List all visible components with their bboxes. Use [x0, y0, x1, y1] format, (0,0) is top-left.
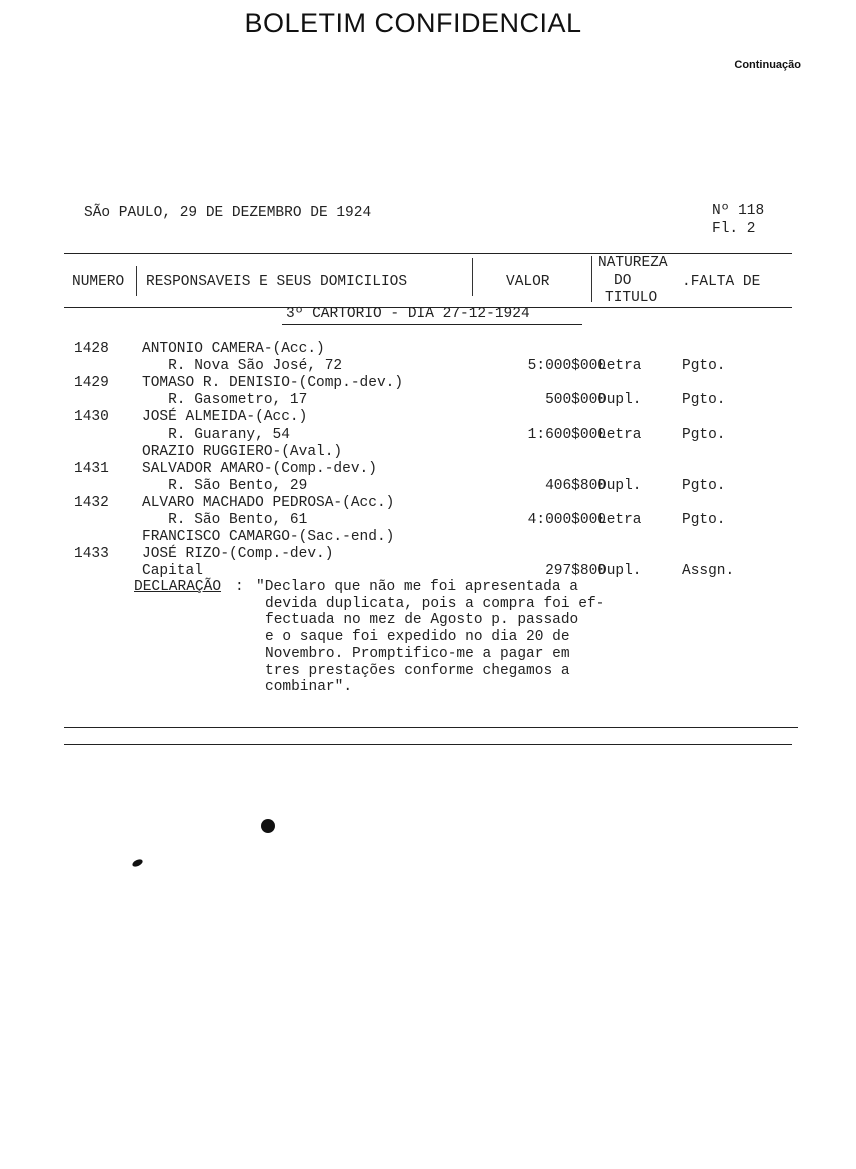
- row-number: 1429: [74, 375, 109, 392]
- row-nature: Letra: [598, 426, 642, 443]
- closing-rule-2: [64, 744, 792, 745]
- closing-rule-1: [64, 727, 798, 728]
- declaration-line: e o saque foi expedido no dia 20 de: [265, 629, 570, 646]
- row-name: ANTONIO CAMERA-(Acc.): [142, 341, 325, 357]
- row-number: 1432: [74, 494, 109, 511]
- row-name: JOSÉ RIZO-(Comp.-dev.): [142, 546, 334, 563]
- table-row: [0, 341, 856, 358]
- row-value: 4:000$000: [527, 512, 606, 528]
- header-divider-3: [591, 256, 592, 302]
- row-name: R. Nova São José, 72: [142, 358, 343, 375]
- column-header-natureza-1: NATUREZA: [598, 255, 668, 271]
- header-divider-2: [472, 258, 473, 296]
- row-reason: Pgto.: [682, 512, 726, 528]
- ink-blot: [261, 819, 275, 833]
- column-header-numero: NUMERO: [72, 274, 125, 290]
- row-name: TOMASO R. DENISIO-(Comp.-dev.): [142, 375, 404, 392]
- ink-speck: [131, 858, 144, 868]
- declaration-line: fectuada no mez de Agosto p. passado: [265, 612, 579, 629]
- row-nature: Letra: [598, 358, 642, 375]
- row-value: 297$800: [545, 563, 606, 580]
- row-name: ALVARO MACHADO PEDROSA-(Acc.): [142, 494, 395, 511]
- table-row: [0, 427, 856, 444]
- declaration-label: DECLARAÇÃO: [134, 579, 222, 595]
- declaration-line: combinar".: [265, 679, 353, 696]
- row-value: 406$800: [545, 477, 606, 494]
- row-name: R. Guarany, 54: [142, 426, 290, 443]
- row-nature: Letra: [598, 512, 642, 528]
- row-nature: Dupl.: [598, 392, 642, 409]
- continuation-label: Continuação: [734, 59, 801, 71]
- table-row: [0, 409, 856, 426]
- declaration-line: devida duplicata, pois a compra foi ef-: [265, 595, 605, 612]
- row-value: 1:600$000: [527, 426, 606, 443]
- table-row: [0, 461, 856, 478]
- header-top-rule: [64, 253, 792, 254]
- column-header-valor: VALOR: [506, 274, 550, 290]
- row-nature: Dupl.: [598, 477, 642, 494]
- declaration-colon: :: [235, 579, 244, 595]
- row-name: SALVADOR AMARO-(Comp.-dev.): [142, 460, 377, 477]
- section-title: 3º CARTORIO - DIA 27-12-1924: [286, 306, 530, 322]
- column-header-natureza-3: TITULO: [605, 290, 658, 306]
- bulletin-number: Nº 118: [712, 203, 765, 219]
- row-value: 500$000: [545, 392, 606, 409]
- row-reason: Pgto.: [682, 392, 726, 409]
- column-header-responsaveis: RESPONSAVEIS E SEUS DOMICILIOS: [146, 274, 408, 290]
- column-header-natureza-2: DO: [614, 273, 632, 289]
- row-number: 1431: [74, 460, 109, 477]
- row-number: 1430: [74, 409, 109, 426]
- column-header-falta: .FALTA DE: [682, 274, 761, 290]
- page-title: BOLETIM CONFIDENCIAL: [244, 8, 582, 38]
- table-row: [0, 444, 856, 461]
- row-name: JOSÉ ALMEIDA-(Acc.): [142, 409, 308, 426]
- table-row: [0, 392, 856, 409]
- declaration-line: tres prestações conforme chegamos a: [265, 662, 570, 679]
- row-reason: Assgn.: [682, 563, 735, 580]
- row-number: 1428: [74, 341, 109, 357]
- table-row: [0, 512, 856, 529]
- table-row: [0, 358, 856, 375]
- header-divider-1: [136, 266, 137, 296]
- row-name: R. São Bento, 29: [142, 477, 308, 494]
- row-reason: Pgto.: [682, 426, 726, 443]
- sheet-number: Fl. 2: [712, 221, 756, 237]
- table-row: [0, 563, 856, 580]
- row-name: ORAZIO RUGGIERO-(Aval.): [142, 443, 343, 460]
- row-name: Capital: [142, 563, 203, 580]
- row-reason: Pgto.: [682, 477, 726, 494]
- declaration-line: "Declaro que não me foi apresentada a: [256, 579, 578, 595]
- place-date: SÃo PAULO, 29 DE DEZEMBRO DE 1924: [84, 205, 372, 221]
- row-name: R. Gasometro, 17: [142, 392, 308, 409]
- row-value: 5:000$000: [527, 358, 606, 375]
- row-reason: Pgto.: [682, 358, 726, 375]
- table-row: [0, 478, 856, 495]
- row-nature: Dupl.: [598, 563, 642, 580]
- row-number: 1433: [74, 546, 109, 563]
- row-name: FRANCISCO CAMARGO-(Sac.-end.): [142, 529, 395, 546]
- table-row: [0, 375, 856, 392]
- section-underline: [282, 324, 582, 325]
- table-row: [0, 529, 856, 546]
- table-row: [0, 495, 856, 512]
- table-row: [0, 546, 856, 563]
- row-name: R. São Bento, 61: [142, 512, 308, 528]
- declaration-line: Novembro. Promptifico-me a pagar em: [265, 645, 570, 662]
